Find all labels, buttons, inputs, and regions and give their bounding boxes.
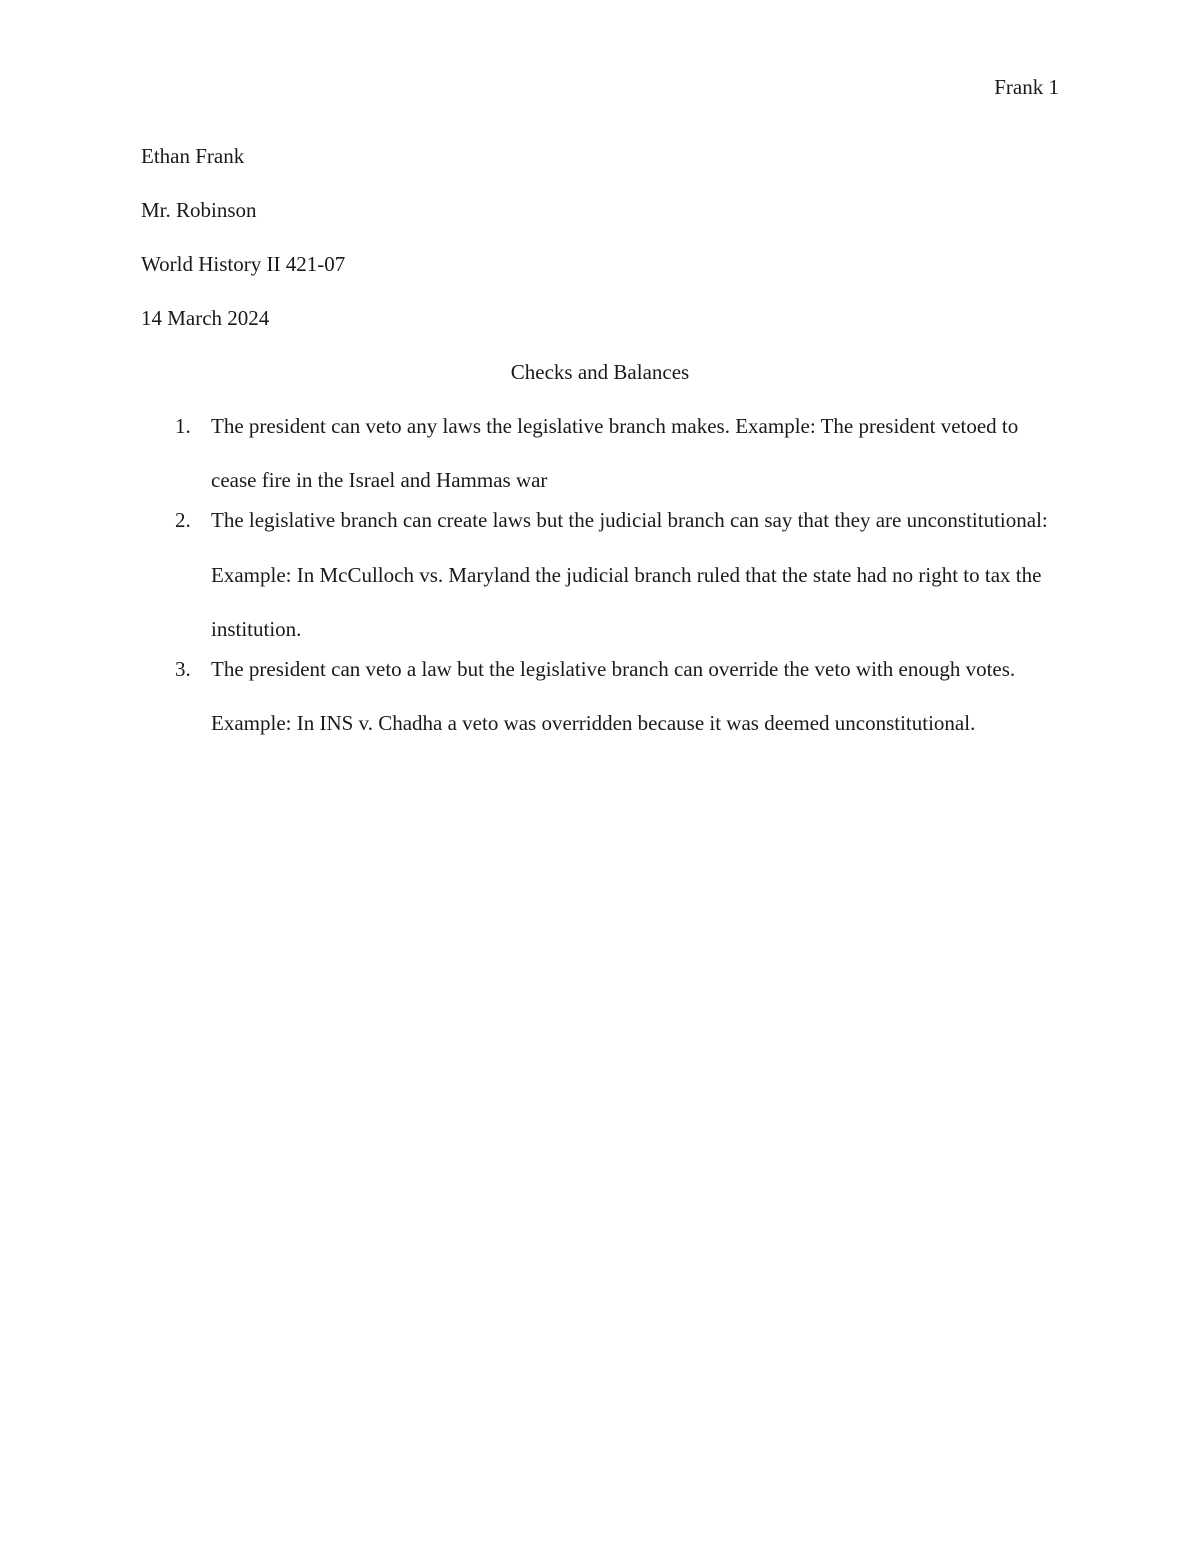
list-item-text: The president can veto a law but the legislative branch can override the veto with enough votes. Example: In INS v. Chadha a veto was overridden because it was deemed unconstitutional.: [211, 657, 1016, 736]
list-item-number: 3.: [175, 657, 191, 682]
page-header: [994, 74, 1059, 100]
instructor-name: Mr. Robinson: [141, 198, 257, 222]
numbered-list: [141, 413, 1061, 750]
document-title: Checks and Balances: [510, 360, 690, 384]
page-number: Frank 1: [994, 75, 1059, 99]
list-item: [141, 493, 1061, 656]
list-item-text: The legislative branch can create laws but the judicial branch can say that they are unconstitutional: Example: In McCulloch vs. Maryland the judicial branch ruled that the state had no right to tax the institution.: [211, 508, 1048, 641]
document-date: 14 March 2024: [141, 306, 270, 330]
list-item-number: 1.: [175, 414, 191, 438]
list-item-text: The president can veto any laws the legislative branch makes. Example: The president vetoed to cease fire in the Israel and Hammas war: [211, 414, 1019, 493]
list-item: [141, 399, 1061, 507]
list-item: [141, 642, 1061, 750]
author-name: Ethan Frank: [141, 144, 245, 168]
list-item-number: 2.: [175, 508, 191, 533]
course-name: World History II 421-07: [141, 252, 346, 276]
mla-heading: [141, 143, 345, 359]
